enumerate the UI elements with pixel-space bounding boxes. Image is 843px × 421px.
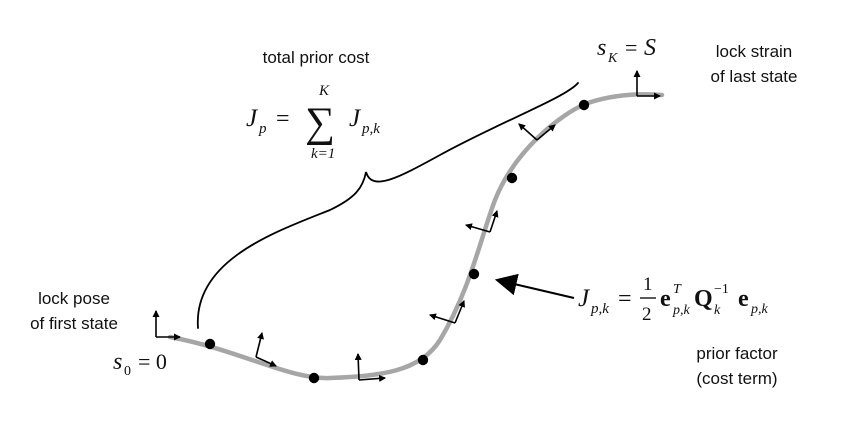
state-point — [309, 373, 319, 383]
lock-pose-label-line2: of first state — [30, 314, 118, 333]
total-term: J — [349, 105, 361, 132]
total-prior-cost-label: total prior cost — [262, 48, 370, 67]
sK-sub: K — [608, 51, 618, 66]
factor-num: 1 — [643, 274, 653, 295]
factor-e1-sup: T — [673, 282, 681, 297]
s0-var: s — [113, 349, 123, 375]
sK-equation — [597, 35, 656, 66]
state-point — [469, 269, 479, 279]
factor-lhs: J — [578, 285, 590, 312]
factor-e2: e — [738, 286, 749, 312]
factor-eq: = — [618, 286, 632, 312]
state-point — [507, 173, 517, 183]
lock-strain-label-line1: lock strain — [715, 42, 793, 61]
sK-rhs-eq: = — [625, 35, 638, 60]
prior-factor-label-line1: prior factor — [696, 344, 778, 363]
prior-factor-label-line2: (cost term) — [696, 369, 778, 388]
state-point — [579, 100, 589, 110]
factor-den: 2 — [642, 304, 652, 325]
total-lhs-sub: p — [259, 121, 267, 137]
lock-strain-label-line2: of last state — [710, 67, 798, 86]
factor-Q: Q — [694, 286, 713, 312]
prior-factor-equation — [578, 274, 769, 325]
lock-pose-label-line1: lock pose — [38, 289, 110, 308]
sK-rhs-var: S — [644, 35, 656, 61]
total-lhs: J — [246, 105, 258, 132]
prior-factor-arrow — [497, 280, 574, 298]
sK-var: s — [597, 35, 607, 61]
total-cost-equation — [246, 83, 380, 162]
factor-Q-sup: −1 — [714, 282, 729, 297]
frame-first-state — [156, 311, 180, 337]
factor-Q-sub: k — [714, 303, 721, 318]
s0-equation — [113, 349, 167, 379]
sum-symbol: ∑ — [305, 100, 335, 146]
factor-lhs-sub: p,k — [591, 301, 609, 317]
state-point — [205, 339, 215, 349]
total-eq: = — [276, 106, 290, 132]
factor-e2-sub: p,k — [751, 302, 768, 317]
sum-lower: k=1 — [311, 146, 336, 162]
s0-sub: 0 — [124, 364, 131, 379]
state-point — [418, 355, 428, 365]
sum-upper: K — [319, 83, 330, 99]
robot-backbone-curve — [170, 94, 662, 378]
total-term-sub: p,k — [362, 121, 380, 137]
factor-e1-sub: p,k — [673, 303, 690, 318]
factor-e1: e — [660, 286, 671, 312]
s0-rhs: = 0 — [138, 349, 167, 374]
